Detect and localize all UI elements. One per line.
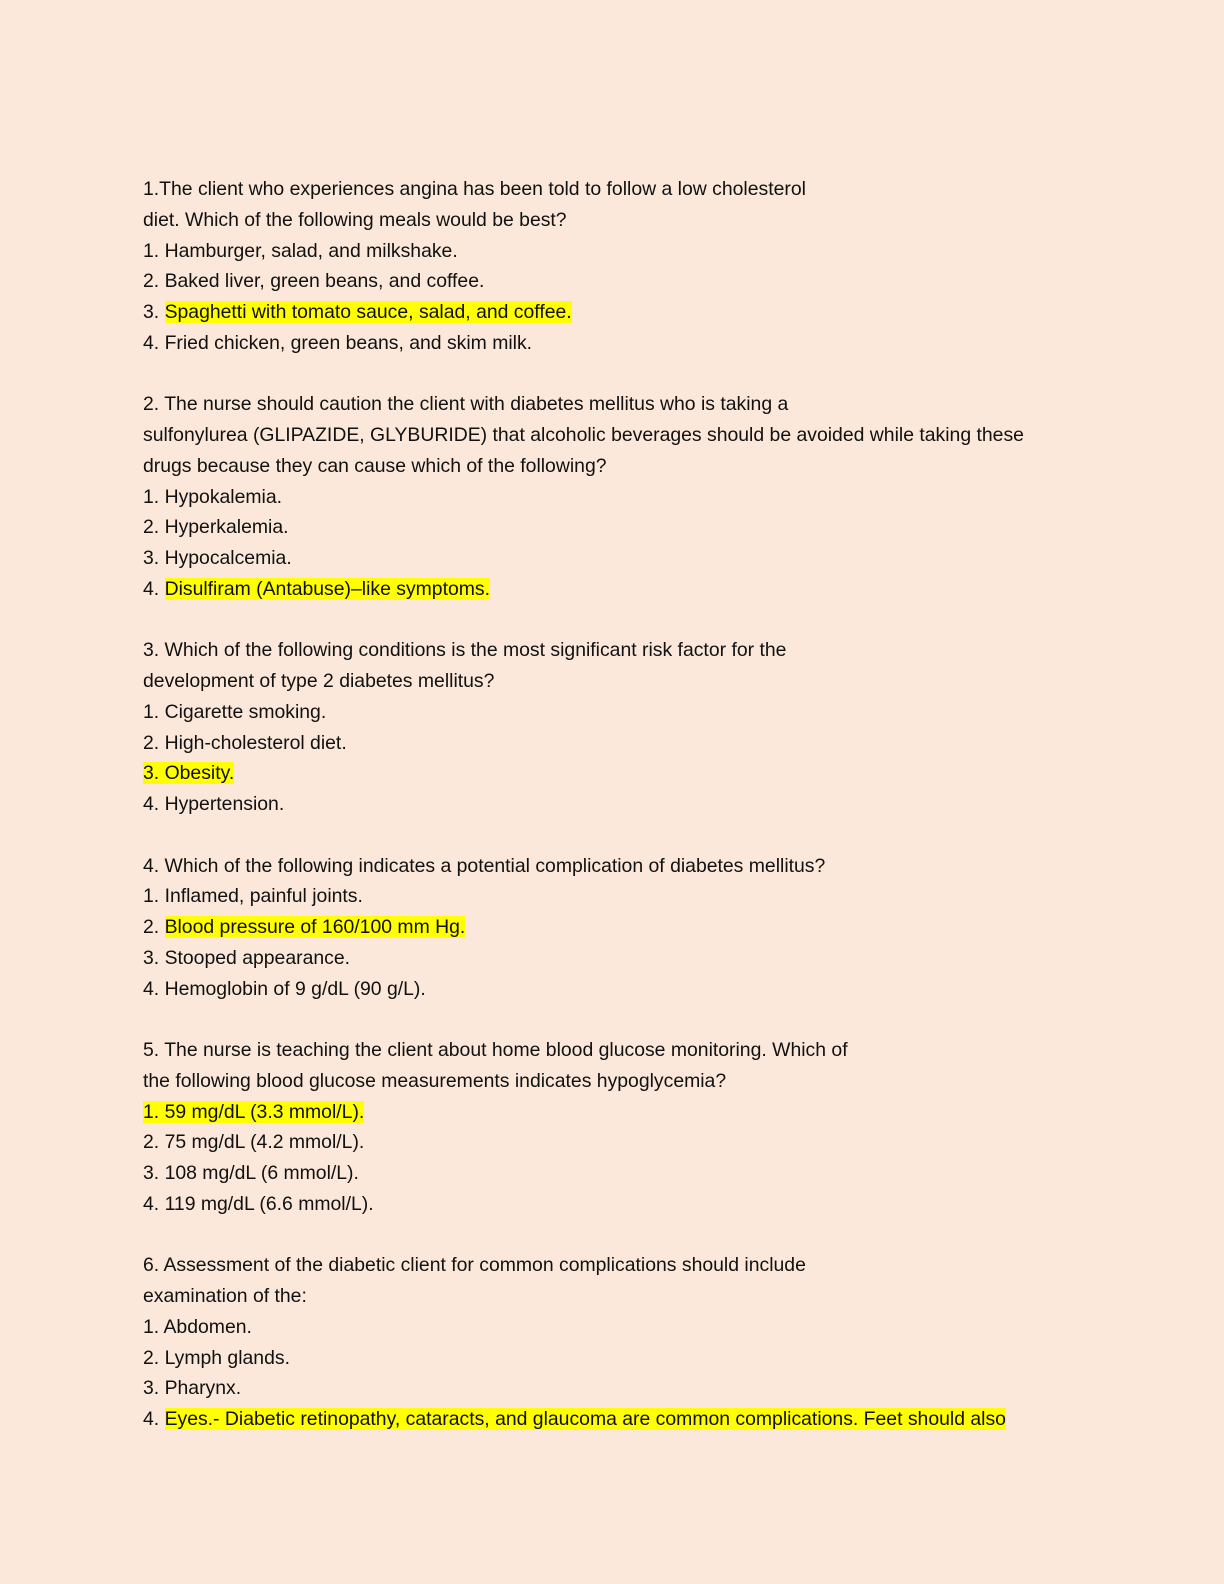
option-number: 3. (143, 946, 165, 969)
option-text: Hyperkalemia. (164, 516, 289, 539)
answer-option (143, 482, 1143, 513)
option-text: 119 mg/dL (6.6 mmol/L). (164, 1192, 374, 1215)
option-number: 4. (143, 331, 165, 354)
option-number: 1. (143, 885, 165, 908)
spacer (143, 1004, 1143, 1035)
option-number: 2. (143, 270, 165, 293)
option-text: Cigarette smoking. (164, 700, 327, 723)
answer-option-correct (143, 297, 1143, 328)
answer-option (143, 1373, 1143, 1404)
highlighted-answer: Eyes.- Diabetic retinopathy, cataracts, and glaucoma are common complications. Feet should also (164, 1408, 1006, 1430)
question-stem-line: sulfonylurea (GLIPAZIDE, GLYBURIDE) that alcoholic beverages should be avoided while taking these (143, 424, 1024, 446)
spacer (143, 820, 1143, 851)
answer-option-correct (143, 1097, 1143, 1128)
option-number: 3. (143, 1377, 165, 1400)
answer-option (143, 543, 1143, 574)
option-text: Baked liver, green beans, and coffee. (164, 270, 485, 293)
question-stem-line: the following blood glucose measurements indicates hypoglycemia? (143, 1069, 727, 1092)
option-number: 2. (143, 1346, 165, 1369)
question-stem-line: 6. Assessment of the diabetic client for common complications should include (143, 1254, 806, 1277)
answer-option (143, 512, 1143, 543)
answer-option (143, 1158, 1143, 1189)
answer-option (143, 1312, 1143, 1343)
option-number: 3. (143, 762, 165, 785)
option-number: 3. (143, 301, 165, 323)
spacer (143, 605, 1143, 636)
highlighted-answer (143, 1101, 364, 1123)
highlighted-answer: Spaghetti with tomato sauce, salad, and coffee. (164, 301, 572, 323)
option-number: 1. (143, 239, 165, 262)
highlighted-answer (143, 762, 234, 784)
answer-option (143, 974, 1143, 1005)
option-number: 1. (143, 485, 165, 508)
answer-option (143, 328, 1143, 359)
option-text: Fried chicken, green beans, and skim milk. (164, 331, 533, 354)
question-stem-line: 1.The client who experiences angina has been told to follow a low cholesterol (143, 178, 806, 200)
document-page (143, 174, 1143, 1435)
highlighted-answer: Blood pressure of 160/100 mm Hg. (164, 916, 466, 938)
option-text: 75 mg/dL (4.2 mmol/L). (164, 1131, 365, 1154)
answer-option (143, 728, 1143, 759)
option-number: 4. (143, 977, 165, 1000)
question-stem-line: drugs because they can cause which of the following? (143, 454, 607, 477)
question-stem-line: 4. Which of the following indicates a potential complication of diabetes mellitus? (143, 854, 826, 877)
answer-option (143, 1189, 1143, 1220)
question-stem-line: 3. Which of the following conditions is the most significant risk factor for the (143, 639, 787, 662)
answer-option (143, 697, 1143, 728)
answer-option-correct (143, 1404, 1143, 1435)
option-text: Pharynx. (164, 1377, 242, 1400)
option-number: 3. (143, 1162, 165, 1184)
option-text: 108 mg/dL (6 mmol/L). (164, 1162, 359, 1184)
answer-option (143, 789, 1143, 820)
option-number: 1. (143, 1315, 164, 1338)
answer-option (143, 943, 1143, 974)
question-stem-line: examination of the: (143, 1285, 307, 1307)
option-text: Abdomen. (163, 1315, 252, 1338)
option-text: Hamburger, salad, and milkshake. (164, 239, 458, 262)
option-number: 2. (143, 916, 165, 938)
option-number: 3. (143, 547, 165, 569)
option-number: 4. (143, 1192, 165, 1215)
option-number: 2. (143, 1131, 165, 1154)
option-text: Hemoglobin of 9 g/dL (90 g/L). (164, 977, 426, 1000)
question-1 (143, 174, 1143, 359)
option-number: 1. (143, 1100, 165, 1123)
option-text: Inflamed, painful joints. (164, 885, 363, 908)
highlighted-answer: Disulfiram (Antabuse)–like symptoms. (164, 577, 490, 600)
option-text: Hypokalemia. (164, 485, 283, 508)
answer-option (143, 266, 1143, 297)
option-text: Hypocalcemia. (164, 547, 292, 569)
answer-option (143, 881, 1143, 912)
answer-option-correct (143, 574, 1143, 605)
question-3 (143, 635, 1143, 820)
option-text: Hypertension. (164, 793, 285, 815)
question-5 (143, 1035, 1143, 1220)
option-text: High-cholesterol diet. (164, 731, 347, 754)
question-2 (143, 389, 1143, 604)
spacer (143, 359, 1143, 390)
option-text: Lymph glands. (164, 1346, 290, 1369)
option-text: 59 mg/dL (3.3 mmol/L). (164, 1100, 365, 1123)
option-number: 2. (143, 731, 165, 754)
option-number: 2. (143, 516, 165, 539)
answer-option (143, 236, 1143, 267)
question-stem-line: development of type 2 diabetes mellitus? (143, 670, 495, 692)
option-number: 4. (143, 1408, 165, 1430)
answer-option (143, 1343, 1143, 1374)
option-number: 1. (143, 700, 165, 723)
question-stem-line: 5. The nurse is teaching the client about home blood glucose monitoring. Which of (143, 1039, 848, 1061)
spacer (143, 1220, 1143, 1251)
question-4 (143, 851, 1143, 1005)
answer-option (143, 1127, 1143, 1158)
option-number: 4. (143, 793, 165, 815)
question-6 (143, 1250, 1143, 1435)
option-text: Stooped appearance. (164, 946, 351, 969)
option-text: Obesity. (164, 762, 235, 785)
question-stem-line: diet. Which of the following meals would be best? (143, 208, 567, 231)
answer-option-correct (143, 912, 1143, 943)
option-number: 4. (143, 577, 165, 600)
question-stem-line: 2. The nurse should caution the client with diabetes mellitus who is taking a (143, 393, 789, 416)
answer-option-correct (143, 758, 1143, 789)
